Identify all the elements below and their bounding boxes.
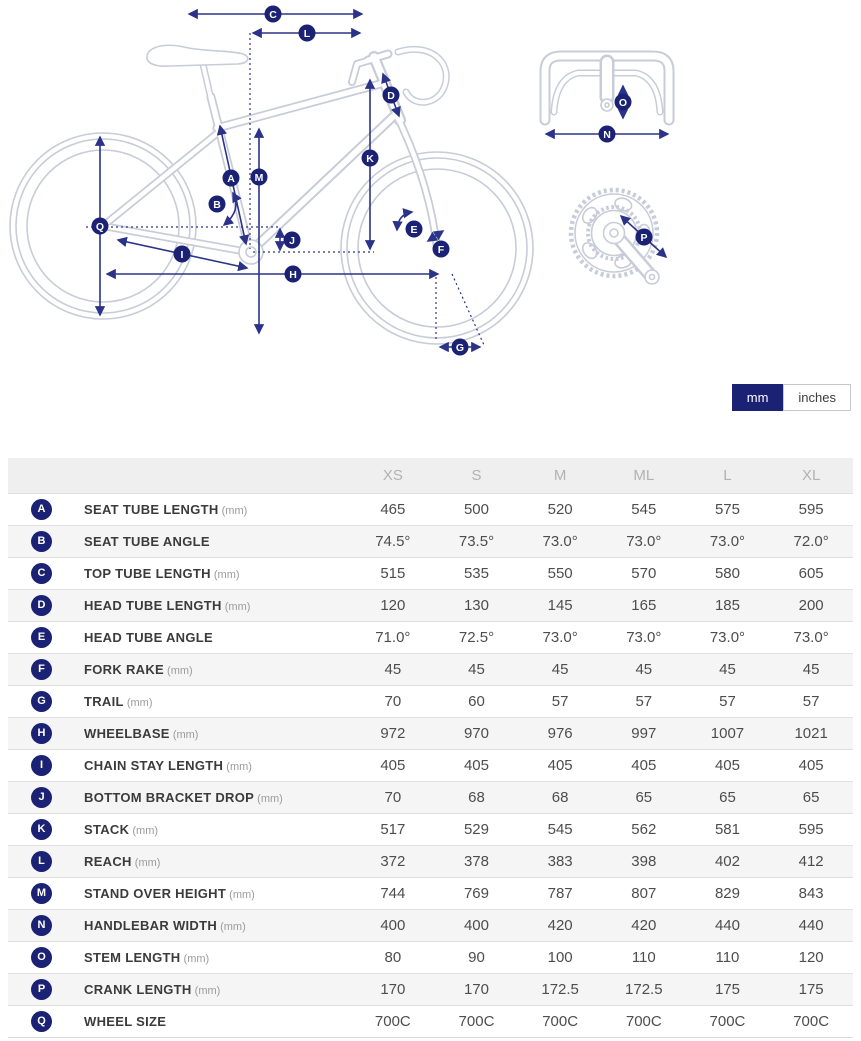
cell-value: 465 — [380, 501, 406, 518]
cell-value: 170 — [463, 981, 489, 998]
cell-value: 45 — [719, 661, 736, 678]
row-unit: (mm) — [226, 889, 255, 901]
svg-text:C: C — [269, 8, 277, 21]
row-unit: (mm) — [210, 569, 240, 581]
cell-value: 68 — [551, 789, 569, 806]
unit-toggle — [0, 384, 861, 411]
row-unit: (mm) — [129, 825, 159, 837]
badge-j — [284, 232, 301, 249]
cell-value: 73.0° — [793, 629, 829, 646]
row-letter-badge: L — [31, 851, 52, 872]
badge-k — [362, 150, 379, 167]
cell-value: 500 — [463, 501, 489, 518]
row-unit: (mm) — [191, 985, 221, 997]
table-row — [8, 654, 853, 686]
cell-value: 185 — [714, 597, 740, 614]
cell-value: 420 — [631, 917, 657, 934]
cell-value: 545 — [631, 501, 657, 518]
cell-value: 45 — [635, 661, 653, 678]
row-unit: (mm) — [218, 505, 248, 517]
row-label: WHEELBASE (mm) — [84, 726, 199, 741]
svg-text:P: P — [640, 231, 648, 244]
cell-value: 400 — [380, 917, 406, 934]
row-label: HANDLEBAR WIDTH (mm) — [84, 918, 246, 933]
badge-m — [251, 169, 268, 186]
badge-o — [615, 94, 632, 111]
badge-p — [636, 229, 653, 246]
svg-text:B: B — [213, 198, 221, 211]
handlebar-top-view — [545, 56, 669, 120]
svg-text:F: F — [437, 243, 445, 256]
row-unit: (mm) — [169, 729, 199, 741]
table-row — [8, 910, 853, 942]
table-row — [8, 814, 853, 846]
row-label: HEAD TUBE LENGTH (mm) — [84, 598, 251, 613]
cell-value: 550 — [547, 565, 573, 582]
cell-value: 100 — [547, 949, 573, 966]
cell-value: 405 — [631, 757, 657, 774]
badge-b — [209, 196, 226, 213]
cell-value: 170 — [380, 981, 406, 998]
cell-value: 976 — [547, 725, 573, 742]
cell-value: 372 — [380, 853, 406, 870]
cell-value: 71.0° — [375, 629, 411, 646]
row-label: HEAD TUBE ANGLE — [84, 630, 213, 645]
cell-value: 73.0° — [626, 533, 662, 550]
cell-value: 80 — [384, 949, 402, 966]
cell-value: 605 — [798, 565, 824, 582]
row-unit: (mm) — [180, 953, 210, 965]
svg-text:G: G — [455, 341, 465, 354]
cell-value: 700C — [709, 1013, 746, 1030]
cell-value: 405 — [463, 757, 489, 774]
badge-h — [285, 266, 302, 283]
row-label: STACK (mm) — [84, 822, 159, 837]
svg-text:L: L — [303, 27, 311, 40]
cell-value: 515 — [380, 565, 406, 582]
cell-value: 110 — [631, 949, 656, 966]
row-unit: (mm) — [223, 761, 252, 773]
badge-f — [433, 241, 450, 258]
row-label: TOP TUBE LENGTH (mm) — [84, 566, 240, 581]
cell-value: 70 — [384, 789, 402, 806]
row-label: SEAT TUBE ANGLE — [84, 534, 210, 549]
svg-text:N: N — [603, 128, 611, 141]
cell-value: 172.5 — [625, 981, 663, 998]
size-column-header: M — [518, 458, 602, 494]
table-row — [8, 1006, 853, 1038]
table-row — [8, 974, 853, 1006]
cell-value: 383 — [547, 853, 573, 870]
cell-value: 72.5° — [458, 629, 495, 646]
cell-value: 595 — [798, 501, 824, 518]
cell-value: 73.5° — [458, 533, 495, 550]
row-label: BOTTOM BRACKET DROP (mm) — [84, 790, 283, 805]
table-row — [8, 878, 853, 910]
cell-value: 545 — [547, 821, 573, 838]
cell-value: 412 — [798, 853, 824, 870]
row-unit: (mm) — [221, 601, 251, 613]
badge-a — [223, 170, 240, 187]
cell-value: 700C — [625, 1013, 662, 1030]
cell-value: 74.5° — [375, 533, 411, 550]
svg-text:M: M — [254, 171, 264, 184]
cell-value: 130 — [463, 597, 489, 614]
cell-value: 517 — [380, 821, 406, 838]
cell-value: 45 — [468, 661, 485, 678]
row-letter-badge: E — [31, 627, 52, 648]
cell-value: 45 — [551, 661, 569, 678]
table-row — [8, 942, 853, 974]
cell-value: 769 — [463, 885, 489, 902]
bike-frame — [103, 45, 446, 264]
cell-value: 73.0° — [709, 533, 746, 550]
cell-value: 200 — [798, 597, 824, 614]
row-letter-badge: C — [31, 563, 52, 584]
mm-toggle-button[interactable]: mm — [732, 384, 784, 411]
row-letter-badge: F — [31, 659, 52, 680]
row-unit: (mm) — [131, 857, 161, 869]
row-letter-badge: Q — [31, 1011, 52, 1032]
size-column-header: XL — [769, 458, 853, 494]
cell-value: 997 — [631, 725, 657, 742]
svg-text:D: D — [387, 89, 395, 102]
cell-value: 581 — [714, 821, 740, 838]
cell-value: 45 — [802, 661, 820, 678]
cell-value: 175 — [714, 981, 740, 998]
cell-value: 57 — [719, 693, 736, 710]
row-unit: (mm) — [123, 697, 153, 709]
row-letter-badge: O — [31, 947, 52, 968]
spec-column-header — [8, 458, 351, 494]
badge-e — [406, 221, 423, 238]
row-label: FORK RAKE (mm) — [84, 662, 193, 677]
row-letter-badge: P — [31, 979, 52, 1000]
row-letter-badge: G — [31, 691, 52, 712]
badge-i — [174, 246, 191, 263]
cell-value: 700C — [458, 1013, 495, 1030]
svg-text:H: H — [289, 268, 297, 281]
cell-value: 165 — [631, 597, 657, 614]
row-letter-badge: M — [31, 883, 52, 904]
cell-value: 972 — [380, 725, 406, 742]
cell-value: 120 — [380, 597, 406, 614]
cell-value: 595 — [798, 821, 824, 838]
cell-value: 580 — [714, 565, 740, 582]
size-column-header: XS — [351, 458, 435, 494]
table-row — [8, 526, 853, 558]
cell-value: 520 — [547, 501, 573, 518]
cell-value: 110 — [715, 949, 740, 966]
size-column-header: S — [435, 458, 519, 494]
cell-value: 700C — [793, 1013, 830, 1030]
cell-value: 172.5 — [541, 981, 579, 998]
row-label: REACH (mm) — [84, 854, 161, 869]
cell-value: 398 — [631, 853, 657, 870]
cell-value: 744 — [380, 885, 406, 902]
svg-text:J: J — [289, 234, 295, 247]
badge-n — [599, 126, 616, 143]
cell-value: 90 — [468, 949, 485, 966]
row-label: STEM LENGTH (mm) — [84, 950, 210, 965]
size-header-row — [8, 458, 853, 494]
cell-value: 405 — [380, 757, 406, 774]
svg-text:A: A — [227, 172, 235, 185]
row-letter-badge: K — [31, 819, 52, 840]
badge-c — [265, 6, 282, 23]
cell-value: 970 — [463, 725, 489, 742]
cell-value: 73.0° — [542, 629, 578, 646]
cell-value: 65 — [802, 789, 820, 806]
row-letter-badge: D — [31, 595, 52, 616]
table-row — [8, 622, 853, 654]
bike-geometry-diagram — [0, 0, 861, 372]
cell-value: 420 — [547, 917, 573, 934]
cell-value: 440 — [714, 917, 740, 934]
svg-text:E: E — [410, 223, 418, 236]
cell-value: 73.0° — [542, 533, 578, 550]
cell-value: 787 — [547, 885, 573, 902]
cell-value: 175 — [798, 981, 824, 998]
size-column-header: L — [686, 458, 770, 494]
table-row — [8, 846, 853, 878]
geometry-table-body — [8, 494, 853, 1038]
row-label: CRANK LENGTH (mm) — [84, 982, 221, 997]
cell-value: 575 — [714, 501, 740, 518]
cell-value: 829 — [714, 885, 740, 902]
cell-value: 65 — [635, 789, 653, 806]
cell-value: 529 — [463, 821, 489, 838]
row-unit: (mm) — [217, 921, 246, 933]
row-label: TRAIL (mm) — [84, 694, 153, 709]
cell-value: 57 — [551, 693, 569, 710]
cell-value: 45 — [384, 661, 402, 678]
row-letter-badge: B — [31, 531, 52, 552]
row-letter-badge: A — [31, 499, 52, 520]
cell-value: 73.0° — [626, 629, 662, 646]
table-row — [8, 718, 853, 750]
cell-value: 57 — [635, 693, 653, 710]
table-row — [8, 750, 853, 782]
cell-value: 60 — [468, 693, 485, 710]
table-row — [8, 782, 853, 814]
cell-value: 405 — [798, 757, 824, 774]
cell-value: 535 — [463, 565, 489, 582]
row-letter-badge: J — [31, 787, 52, 808]
cell-value: 405 — [547, 757, 573, 774]
row-unit: (mm) — [254, 793, 283, 805]
svg-text:I: I — [180, 248, 184, 261]
row-label: WHEEL SIZE — [84, 1014, 167, 1029]
cell-value: 700C — [542, 1013, 579, 1030]
row-letter-badge: N — [31, 915, 52, 936]
table-row — [8, 686, 853, 718]
cell-value: 1021 — [794, 725, 828, 742]
cell-value: 807 — [631, 885, 657, 902]
size-column-header: ML — [602, 458, 686, 494]
row-letter-badge: H — [31, 723, 52, 744]
row-label: CHAIN STAY LENGTH (mm) — [84, 758, 252, 773]
row-label: SEAT TUBE LENGTH (mm) — [84, 502, 248, 517]
svg-text:Q: Q — [95, 220, 105, 233]
cell-value: 72.0° — [793, 533, 829, 550]
badge-d — [383, 87, 400, 104]
cell-value: 400 — [463, 917, 489, 934]
cell-value: 570 — [631, 565, 657, 582]
row-letter-badge: I — [31, 755, 52, 776]
cell-value: 57 — [802, 693, 820, 710]
table-row — [8, 494, 853, 526]
cell-value: 120 — [798, 949, 824, 966]
svg-text:O: O — [618, 96, 628, 109]
badge-l — [299, 25, 316, 42]
table-row — [8, 558, 853, 590]
cell-value: 1007 — [710, 725, 745, 742]
cell-value: 145 — [547, 597, 573, 614]
cell-value: 843 — [798, 885, 824, 902]
row-label: STAND OVER HEIGHT (mm) — [84, 886, 255, 901]
cell-value: 562 — [631, 821, 657, 838]
inches-toggle-button[interactable]: inches — [783, 384, 851, 411]
cell-value: 402 — [714, 853, 740, 870]
cell-value: 65 — [719, 789, 736, 806]
row-unit: (mm) — [163, 665, 193, 677]
geometry-table — [8, 458, 853, 1038]
table-row — [8, 590, 853, 622]
badge-q — [92, 218, 109, 235]
cell-value: 68 — [468, 789, 485, 806]
badge-g — [452, 339, 469, 356]
cell-value: 70 — [384, 693, 402, 710]
cell-value: 440 — [798, 917, 824, 934]
cell-value: 700C — [374, 1013, 411, 1030]
cell-value: 73.0° — [709, 629, 746, 646]
saddle — [147, 45, 248, 66]
cell-value: 405 — [714, 757, 740, 774]
svg-text:K: K — [366, 152, 374, 165]
cell-value: 378 — [463, 853, 489, 870]
